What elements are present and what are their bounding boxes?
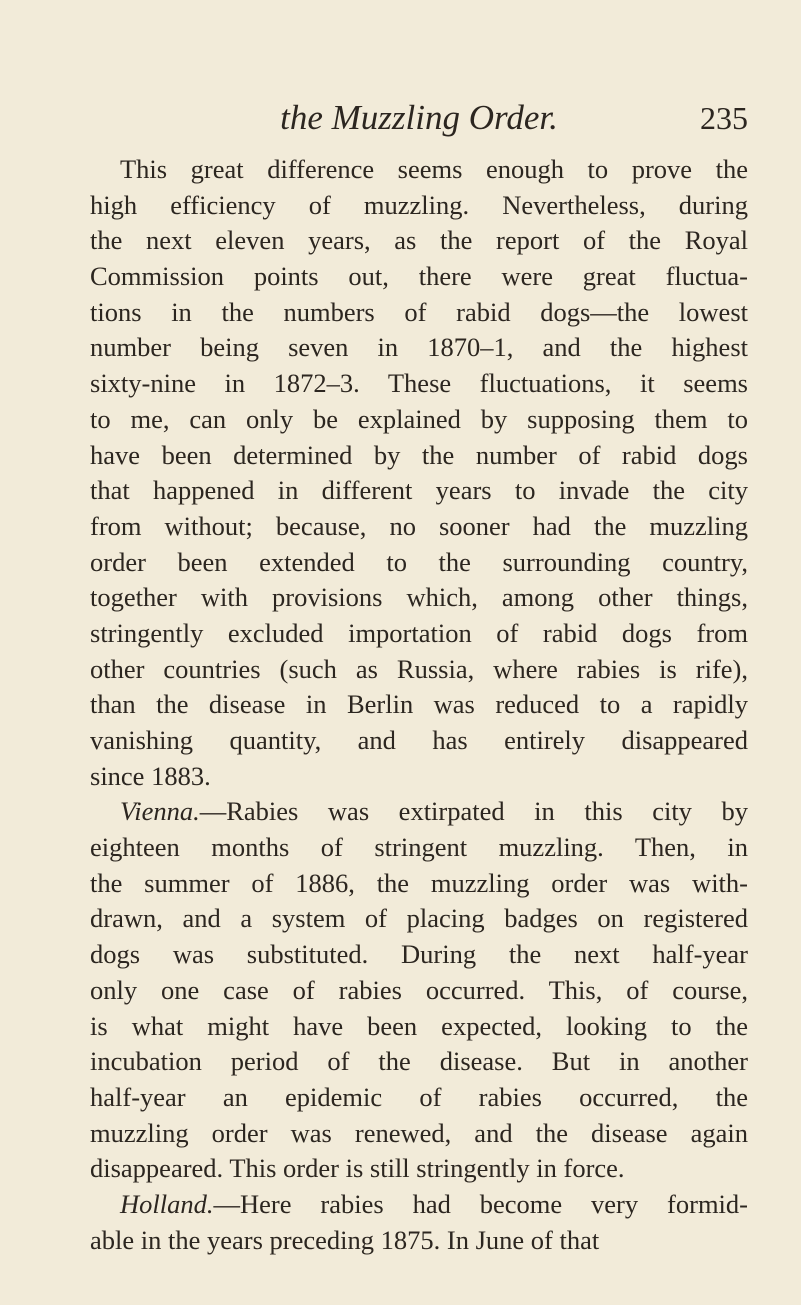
line-text: dogs was substituted. During the next half-year <box>90 939 748 970</box>
section-lead: Holland. <box>120 1188 214 1219</box>
text-line <box>90 295 748 331</box>
text-line <box>90 545 748 581</box>
line-text: able in the years preceding 1875. In June of that <box>90 1224 600 1255</box>
line-text: order been extended to the surrounding country, <box>90 546 748 577</box>
line-text: drawn, and a system of placing badges on registered <box>90 903 748 934</box>
text-line <box>90 402 748 438</box>
text-line <box>90 223 748 259</box>
line-text: —Here rabies had become very formid- <box>213 1188 748 1219</box>
text-line <box>90 330 748 366</box>
section-lead: Vienna. <box>120 796 200 827</box>
line-text: the next eleven years, as the report of the Royal <box>90 225 748 256</box>
line-text: —Rabies was extirpated in this city by <box>199 796 748 827</box>
text-line <box>90 866 748 902</box>
text-line <box>90 473 748 509</box>
text-line <box>90 188 748 224</box>
text-line <box>90 794 748 830</box>
line-text: from without; because, no sooner had the muzzling <box>90 510 748 541</box>
text-line <box>90 973 748 1009</box>
text-line <box>90 937 748 973</box>
line-text: other countries (such as Russia, where rabies is rife), <box>90 653 748 684</box>
line-text: is what might have been expected, looking to the <box>90 1010 748 1041</box>
text-line <box>90 1080 748 1116</box>
text-line <box>90 759 748 795</box>
text-line <box>90 687 748 723</box>
body-text <box>90 152 748 1258</box>
line-text: that happened in different years to invade the city <box>90 475 748 506</box>
text-line <box>90 901 748 937</box>
text-line <box>90 366 748 402</box>
line-text: since 1883. <box>90 760 211 791</box>
line-text: vanishing quantity, and has entirely disappeared <box>90 725 748 755</box>
text-line <box>90 438 748 474</box>
line-text: the summer of 1886, the muzzling order was with- <box>90 867 748 898</box>
line-text: number being seven in 1870–1, and the highest <box>90 332 748 363</box>
line-text: half-year an epidemic of rabies occurred, the <box>90 1081 748 1112</box>
text-line <box>90 580 748 616</box>
line-text: have been determined by the number of rabid dogs <box>90 439 748 470</box>
text-line <box>90 1223 748 1259</box>
text-line <box>90 1187 748 1223</box>
line-text: stringently excluded importation of rabid dogs from <box>90 617 748 648</box>
text-line <box>90 616 748 652</box>
line-text: This great difference seems enough to prove the <box>120 154 748 184</box>
page-number: 235 <box>700 100 748 136</box>
text-line <box>90 1116 748 1152</box>
text-line <box>90 830 748 866</box>
line-text: tions in the numbers of rabid dogs—the lowest <box>90 296 748 327</box>
text-line <box>90 259 748 295</box>
running-head <box>90 96 748 140</box>
line-text: than the disease in Berlin was reduced to a rapidly <box>90 689 748 720</box>
line-text: eighteen months of stringent muzzling. Then, in <box>90 832 748 863</box>
line-text: muzzling order was renewed, and the disease again <box>90 1117 748 1148</box>
line-text: high efficiency of muzzling. Nevertheless, during <box>90 189 748 220</box>
line-text: incubation period of the disease. But in another <box>90 1046 748 1077</box>
text-line <box>90 1009 748 1045</box>
line-text: only one case of rabies occurred. This, of course, <box>90 974 748 1005</box>
line-text: Commission points out, there were great fluctua- <box>90 261 748 292</box>
line-text: to me, can only be explained by supposing them to <box>90 403 748 434</box>
text-line <box>90 1044 748 1080</box>
text-line <box>90 1151 748 1187</box>
line-text: together with provisions which, among other things, <box>90 582 748 613</box>
text-line <box>90 152 748 188</box>
line-text: disappeared. This order is still stringently in force. <box>90 1153 625 1184</box>
text-line <box>90 509 748 545</box>
text-line <box>90 652 748 688</box>
line-text: sixty-nine in 1872–3. These fluctuations, it seems <box>90 368 748 399</box>
text-line <box>90 723 748 759</box>
running-title: the Muzzling Order. <box>280 98 558 137</box>
